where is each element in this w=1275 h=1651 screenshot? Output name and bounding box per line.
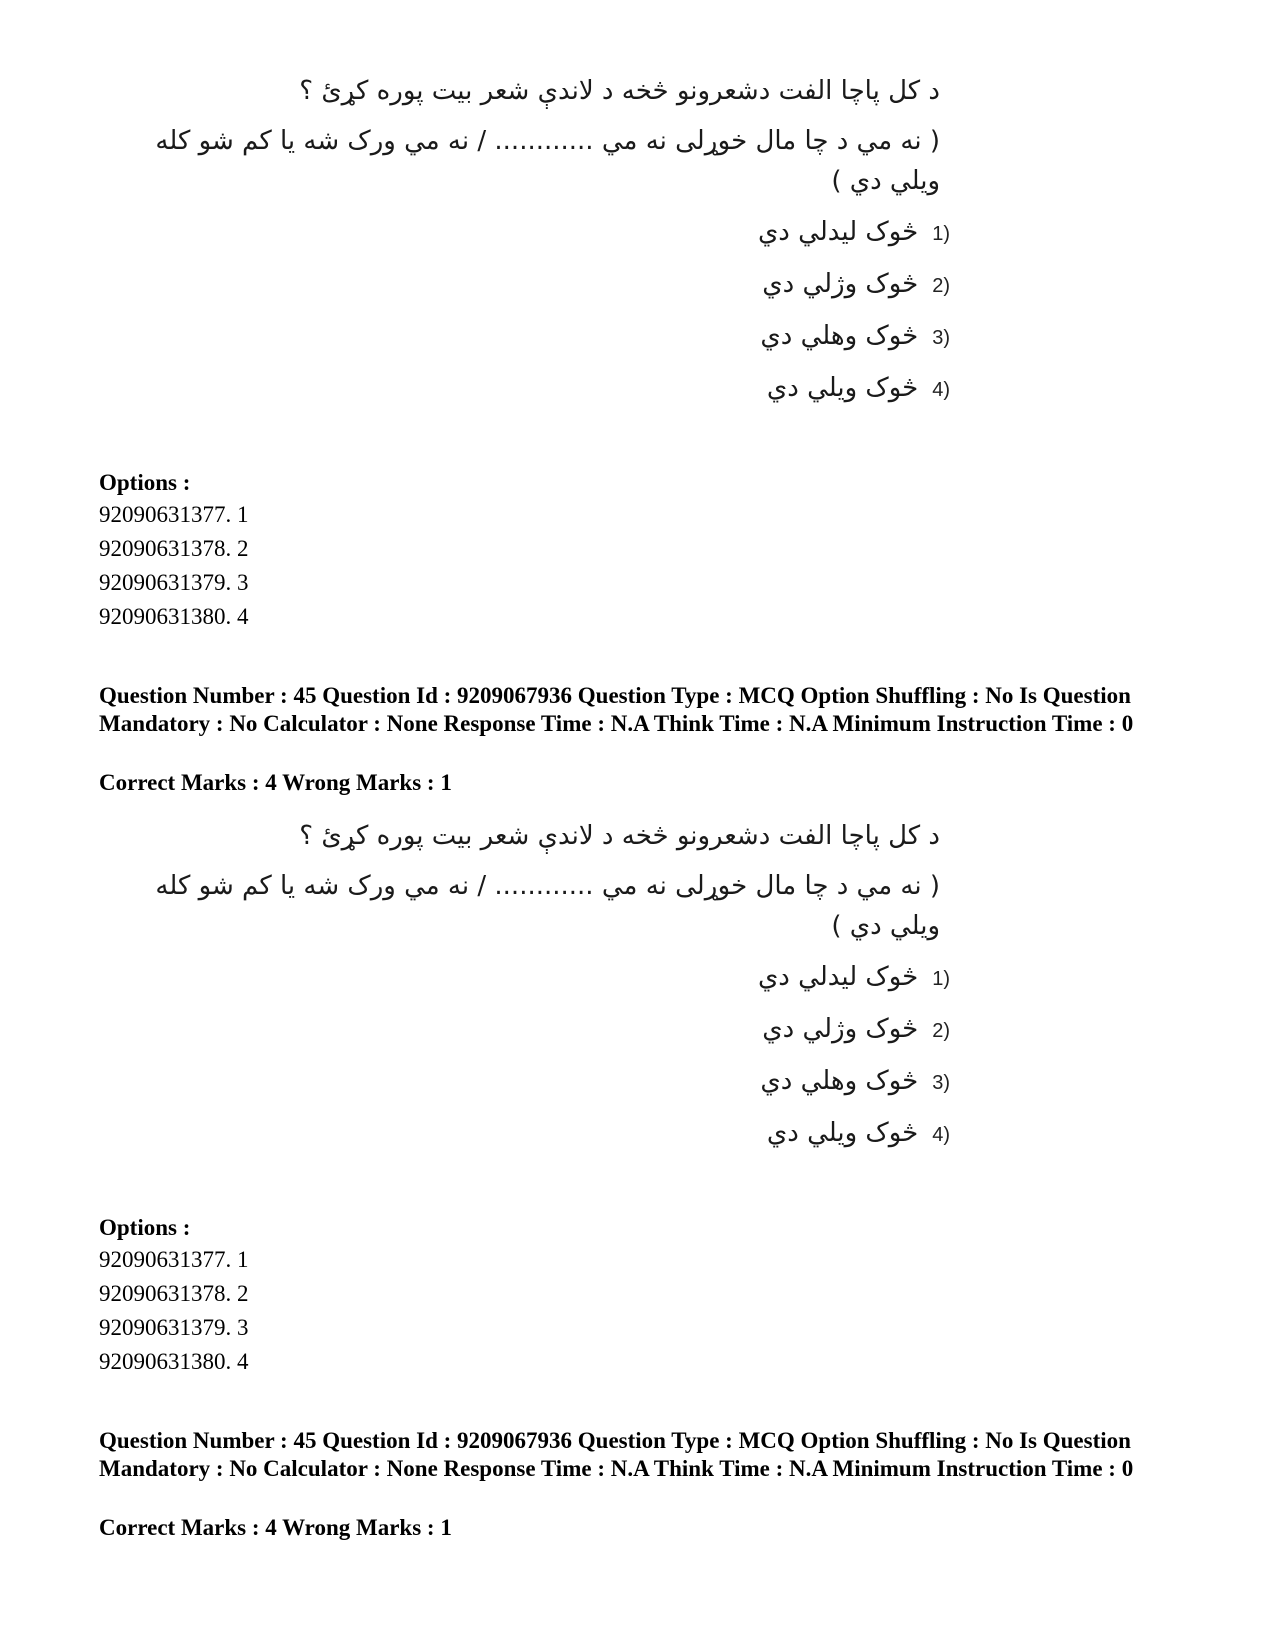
- choice-text: څوک وهلي دي: [760, 1066, 919, 1096]
- verse-line-2: ویلي دي ): [831, 166, 940, 196]
- choice-text: څوک لیدلي دي: [757, 962, 919, 992]
- option-item: 92090631377. 1: [99, 1247, 249, 1272]
- choice-item: [760, 321, 950, 351]
- question-instruction: د کل پاچا الفت دشعرونو څخه د لاندې شعر بیت پوره کړئ ؟: [299, 821, 940, 851]
- choice-number: 4): [932, 1124, 950, 1146]
- option-item: 92090631379. 3: [99, 570, 249, 595]
- options-list: [99, 1243, 249, 1379]
- verse-line-1: ( نه مي د چا مال خوړلی نه مي ............ / نه مي ورک شه یا کم شو کله: [155, 126, 940, 156]
- choice-text: څوک وهلي دي: [760, 321, 919, 351]
- option-item: 92090631379. 3: [99, 1315, 249, 1340]
- choice-item: [767, 373, 950, 403]
- question-meta: Question Number : 45 Question Id : 9209067936 Question Type : MCQ Option Shuffling : No Is Question Mandatory : No Calculator : None Response Time : N.A Think Time : N.A Minimum Instruction Time : 0: [99, 683, 1134, 736]
- choice-item: [762, 269, 950, 299]
- choice-text: څوک لیدلي دي: [757, 217, 919, 247]
- choice-number: 1): [932, 968, 950, 990]
- question-meta: Question Number : 45 Question Id : 9209067936 Question Type : MCQ Option Shuffling : No Is Question Mandatory : No Calculator : None Response Time : N.A Think Time : N.A Minimum Instruction Time : 0: [99, 1428, 1134, 1481]
- question-marks: Correct Marks : 4 Wrong Marks : 1: [99, 1515, 452, 1540]
- options-heading: Options :: [99, 470, 191, 495]
- question-image: [100, 815, 950, 1170]
- option-item: 92090631378. 2: [99, 536, 249, 561]
- options-heading: Options :: [99, 1215, 191, 1240]
- verse-line-2: ویلي دي ): [831, 911, 940, 941]
- choice-number: 2): [932, 1020, 950, 1042]
- choice-number: 1): [932, 223, 950, 245]
- question-marks: Correct Marks : 4 Wrong Marks : 1: [99, 770, 452, 795]
- choice-text: څوک ویلي دي: [766, 373, 919, 403]
- option-item: 92090631380. 4: [99, 1349, 249, 1374]
- choice-item: [760, 1066, 950, 1096]
- options-list: [99, 498, 249, 634]
- choice-number: 2): [932, 275, 950, 297]
- question-image: [100, 70, 950, 425]
- option-item: 92090631380. 4: [99, 604, 249, 629]
- choice-item: [758, 217, 950, 247]
- choice-number: 3): [932, 327, 950, 349]
- choice-number: 4): [932, 379, 950, 401]
- verse-line-1: ( نه مي د چا مال خوړلی نه مي ............ / نه مي ورک شه یا کم شو کله: [155, 871, 940, 901]
- choice-item: [762, 1014, 950, 1044]
- question-instruction: د کل پاچا الفت دشعرونو څخه د لاندې شعر بیت پوره کړئ ؟: [299, 76, 940, 106]
- option-item: 92090631378. 2: [99, 1281, 249, 1306]
- choice-text: څوک وژلي دي: [762, 1014, 919, 1044]
- choice-text: څوک وژلي دي: [762, 269, 919, 299]
- choice-item: [767, 1118, 950, 1148]
- choice-text: څوک ویلي دي: [766, 1118, 919, 1148]
- option-item: 92090631377. 1: [99, 502, 249, 527]
- choice-number: 3): [932, 1072, 950, 1094]
- choice-item: [758, 962, 950, 992]
